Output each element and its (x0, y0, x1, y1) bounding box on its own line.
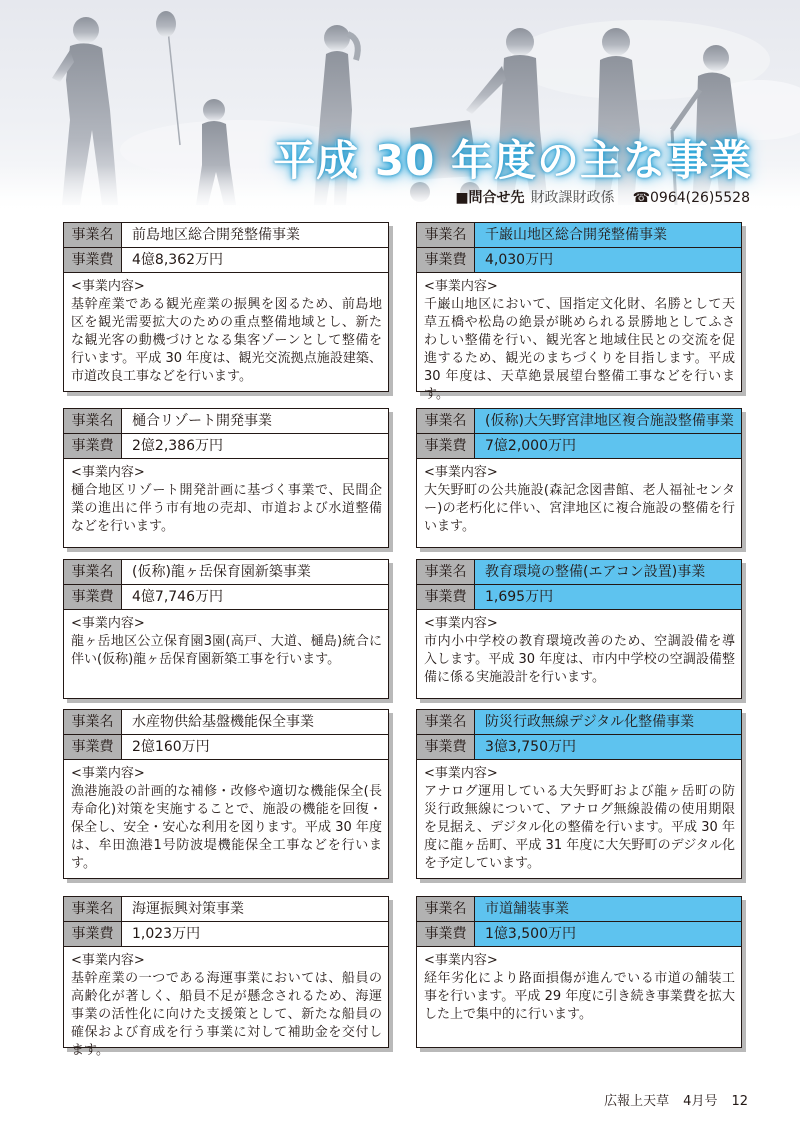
project-cost: 7億2,000万円 (475, 434, 741, 458)
project-card (63, 896, 389, 1058)
content-heading: <事業内容> (424, 465, 498, 480)
project-card (416, 222, 742, 402)
project-description: 千巌山地区において、国指定文化財、名勝として天草五橋や松島の絶景が眺められる景勝地としてふさわしい整備を行い、観光客と地域住民との交流を促進するため、観光のまちづくりを目指します。平成 30 年度は、天草絶景展望台整備工事などを行います。 (424, 297, 735, 402)
cost-label: 事業費 (417, 434, 475, 458)
issue-month: 4月号 (683, 1094, 718, 1109)
name-label: 事業名 (417, 897, 475, 921)
name-label: 事業名 (64, 223, 122, 247)
project-cost: 4,030万円 (475, 248, 741, 272)
project-cost: 1億3,500万円 (475, 922, 741, 946)
content-heading: <事業内容> (424, 766, 498, 781)
project-name: 樋合リゾート開発事業 (132, 413, 272, 429)
content-heading: <事業内容> (71, 465, 145, 480)
name-label: 事業名 (417, 560, 475, 584)
project-card (63, 709, 389, 879)
cost-label: 事業費 (64, 585, 122, 609)
project-name: 水産物供給基盤機能保全事業 (132, 714, 314, 730)
project-description: 基幹産業である観光産業の振興を図るため、前島地区を観光需要拡大のための重点整備地域とし、新たな観光客の動機づけとなる集客ゾーンとして整備を行います。平成 30 年度は、観光交流拠点施設建築、市道改良工事などを行います。 (71, 297, 382, 384)
cost-label: 事業費 (64, 248, 122, 272)
name-label: 事業名 (64, 710, 122, 734)
project-description: 市内小中学校の教育環境改善のため、空調設備を導入します。平成 30 年度は、市内中学校の空調設備整備に係る実施設計を行います。 (424, 634, 735, 685)
content-heading: <事業内容> (71, 616, 145, 631)
project-description: 龍ヶ岳地区公立保育園3園(高戸、大道、樋島)統合に伴い(仮称)龍ヶ岳保育園新築工事を行います。 (71, 634, 382, 667)
project-name: 前島地区総合開発整備事業 (132, 227, 300, 243)
content-heading: <事業内容> (71, 279, 145, 294)
project-description: 漁港施設の計画的な補修・改修や適切な機能保全(長寿命化)対策を実施することで、施設の機能を回復・保全し、安全・安心な利用を図ります。平成 30 年度は、牟田漁港1号防波堤機能保全工事などを行います。 (71, 784, 382, 871)
page-number: 12 (731, 1094, 748, 1109)
project-description: 経年劣化により路面損傷が進んでいる市道の舗装工事を行います。平成 29 年度に引き続き事業費を拡大した上で集中的に行います。 (424, 971, 735, 1022)
page-title: 平成 30 年度の主な事業 (273, 136, 752, 185)
name-label: 事業名 (417, 710, 475, 734)
project-cost: 3億3,750万円 (475, 735, 741, 759)
cost-label: 事業費 (417, 585, 475, 609)
project-card (416, 559, 742, 699)
project-cost: 2億2,386万円 (132, 438, 223, 454)
project-description: 樋合地区リゾート開発計画に基づく事業で、民間企業の進出に伴う市有地の売却、市道および水道整備などを行います。 (71, 483, 382, 534)
cost-label: 事業費 (64, 922, 122, 946)
project-name: (仮称)龍ヶ岳保育園新築事業 (132, 564, 311, 580)
project-card (416, 408, 742, 548)
name-label: 事業名 (417, 223, 475, 247)
project-cost: 1,695万円 (475, 585, 741, 609)
content-heading: <事業内容> (424, 616, 498, 631)
project-name: 海運振興対策事業 (132, 901, 244, 917)
cost-label: 事業費 (64, 735, 122, 759)
content-heading: <事業内容> (71, 953, 145, 968)
cost-label: 事業費 (417, 922, 475, 946)
project-description: 基幹産業の一つである海運事業においては、船員の高齢化が著しく、船員不足が懸念されるため、海運事業の活性化に向けた支援策として、新たな船員の確保および育成を行う事業に対して補助金を交付します。 (71, 971, 382, 1058)
project-cost: 4億7,746万円 (132, 589, 223, 605)
contact-department: 財政課財政係 (530, 190, 615, 206)
project-name: 市道舗装事業 (475, 897, 741, 921)
project-name: 教育環境の整備(エアコン設置)事業 (475, 560, 741, 584)
project-cost: 1,023万円 (132, 926, 201, 942)
name-label: 事業名 (64, 560, 122, 584)
content-heading: <事業内容> (424, 279, 498, 294)
project-cost: 2億160万円 (132, 739, 210, 755)
project-card (63, 222, 389, 392)
contact-label: ■問合せ先 (455, 190, 525, 206)
content-heading: <事業内容> (71, 766, 145, 781)
project-card (416, 709, 742, 879)
cost-label: 事業費 (417, 248, 475, 272)
contact-info (455, 187, 750, 207)
cost-label: 事業費 (417, 735, 475, 759)
header-banner (0, 0, 800, 215)
project-name: 千巌山地区総合開発整備事業 (475, 223, 741, 247)
project-description: 大矢野町の公共施設(森記念図書館、老人福祉センター)の老朽化に伴い、宮津地区に複合施設の整備を行います。 (424, 483, 735, 534)
name-label: 事業名 (64, 409, 122, 433)
project-name: 防災行政無線デジタル化整備事業 (475, 710, 741, 734)
publication-name: 広報上天草 (604, 1094, 670, 1109)
project-card (63, 408, 389, 548)
name-label: 事業名 (64, 897, 122, 921)
project-card (63, 559, 389, 699)
name-label: 事業名 (417, 409, 475, 433)
project-cost: 4億8,362万円 (132, 252, 223, 268)
page-footer (590, 1090, 748, 1109)
contact-phone: ☎0964(26)5528 (632, 190, 750, 206)
project-name: (仮称)大矢野宮津地区複合施設整備事業 (475, 409, 741, 433)
project-description: アナログ運用している大矢野町および龍ヶ岳町の防災行政無線について、アナログ無線設備の使用期限を見据え、デジタル化の整備を行います。平成 30 年度に龍ヶ岳町、平成 31 年度に大矢野町のデジタル化を予定しています。 (424, 784, 735, 871)
cost-label: 事業費 (64, 434, 122, 458)
project-card (416, 896, 742, 1048)
content-heading: <事業内容> (424, 953, 498, 968)
